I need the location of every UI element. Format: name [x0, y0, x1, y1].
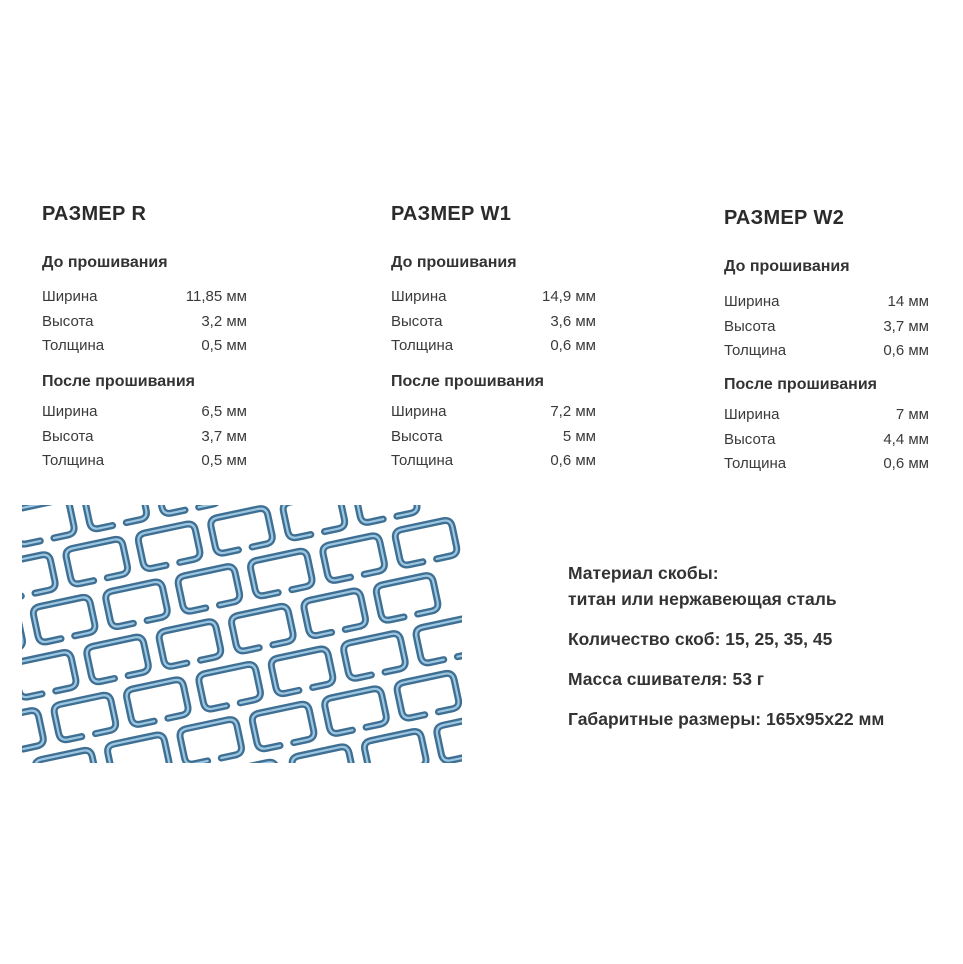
staple-shape [230, 605, 294, 652]
staple-shape [394, 519, 458, 566]
size-title: РАЗМЕР R [42, 203, 147, 225]
spec-row [724, 315, 929, 340]
spec-row [724, 339, 929, 364]
after-heading: После прошивания [391, 373, 544, 390]
spec-value: 5 мм [562, 427, 596, 445]
staple-shape [22, 505, 75, 545]
spec-value: 6,5 мм [201, 403, 247, 420]
spec-row [391, 334, 596, 359]
size-column-w2 [724, 205, 939, 472]
spec-row [42, 449, 247, 474]
spec-value: 0,5 мм [201, 337, 247, 354]
spec-row [724, 403, 929, 428]
staple-shape [303, 590, 367, 637]
material-label: Материал скобы: [568, 563, 719, 583]
spec-label: Ширина [42, 288, 98, 305]
spec-value: 14,9 мм [542, 288, 596, 305]
spec-value: 0,6 мм [883, 342, 929, 359]
staple-shape [209, 507, 273, 554]
spec-value: 0,6 мм [883, 455, 929, 472]
material-value: титан или нержавеющая сталь [568, 589, 837, 609]
spec-row [391, 285, 596, 310]
spec-row [724, 290, 929, 315]
after-specs [724, 403, 929, 477]
before-heading: До прошивания [391, 254, 517, 271]
staple-shape [249, 550, 313, 597]
staple-shape [177, 565, 241, 612]
spec-row [391, 449, 596, 474]
spec-label: Толщина [42, 337, 105, 354]
spec-row [391, 425, 596, 450]
staple-shape [322, 534, 386, 581]
spec-label: Толщина [391, 452, 454, 469]
spec-row [724, 428, 929, 453]
staple-shape [53, 694, 117, 741]
before-heading: До прошивания [724, 258, 850, 275]
spec-value: 0,6 мм [550, 337, 596, 354]
size-title: РАЗМЕР W1 [391, 203, 512, 225]
spec-row [391, 310, 596, 335]
after-specs [391, 400, 596, 474]
spec-row [724, 452, 929, 477]
staple-shape [137, 523, 201, 570]
staple-shape [104, 581, 168, 628]
spec-label: Ширина [391, 403, 447, 420]
staple-shape [270, 648, 334, 695]
spec-value: 3,2 мм [201, 312, 247, 330]
size-column-w1 [391, 201, 606, 469]
spec-row [391, 400, 596, 425]
spec-row [42, 310, 247, 335]
spec-label: Ширина [724, 293, 780, 310]
product-info [568, 560, 948, 732]
staple-shape [282, 505, 346, 539]
staple-shape [84, 505, 148, 530]
spec-label: Ширина [724, 406, 780, 423]
spec-value: 3,7 мм [883, 317, 929, 335]
staple-shape [158, 620, 222, 667]
spec-value: 0,5 мм [201, 452, 247, 469]
spec-value: 3,7 мм [201, 427, 247, 445]
overall-dimensions: Габаритные размеры: 165x95x22 мм [568, 709, 885, 729]
staple-shape [65, 538, 129, 585]
spec-label: Ширина [391, 288, 447, 305]
staple-quantity: Количество скоб: 15, 25, 35, 45 [568, 629, 833, 649]
spec-value: 7,2 мм [550, 403, 596, 420]
size-column-r [42, 201, 257, 469]
after-heading: После прошивания [42, 373, 195, 390]
spec-value: 4,4 мм [883, 430, 929, 448]
staple-shape [85, 636, 149, 683]
before-specs [391, 285, 596, 359]
before-specs [724, 290, 929, 364]
size-title: РАЗМЕР W2 [724, 207, 845, 229]
spec-label: Высота [42, 312, 94, 330]
staple-shape [125, 678, 189, 725]
staple-shape [251, 703, 315, 750]
spec-value: 3,6 мм [550, 312, 596, 330]
staple-highlight [354, 505, 418, 524]
spec-label: Ширина [42, 403, 98, 420]
spec-label: Высота [391, 427, 443, 445]
before-heading: До прошивания [42, 254, 168, 271]
spec-label: Толщина [724, 342, 787, 359]
staples-illustration [22, 505, 462, 763]
spec-label: Высота [724, 430, 776, 448]
spec-label: Высота [42, 427, 94, 445]
spec-value: 7 мм [895, 406, 929, 423]
staple-shape [323, 687, 387, 734]
after-specs [42, 400, 247, 474]
spec-label: Толщина [724, 455, 787, 472]
spec-value: 11,85 мм [185, 288, 247, 305]
after-heading: После прошивания [724, 376, 877, 393]
spec-label: Высота [391, 312, 443, 330]
spec-row [42, 400, 247, 425]
staple-shape [342, 632, 406, 679]
staple-shape [198, 663, 262, 710]
device-mass: Масса сшивателя: 53 г [568, 669, 765, 689]
spec-label: Толщина [391, 337, 454, 354]
staple-shape [32, 596, 96, 643]
staple-shape [396, 672, 460, 719]
spec-row [42, 425, 247, 450]
staple-shape [22, 651, 77, 698]
spec-value: 14 мм [887, 293, 929, 310]
spec-value: 0,6 мм [550, 452, 596, 469]
spec-row [42, 334, 247, 359]
before-specs [42, 285, 247, 359]
spec-row [42, 285, 247, 310]
spec-label: Высота [724, 317, 776, 335]
spec-label: Толщина [42, 452, 105, 469]
staple-shape [375, 574, 439, 621]
